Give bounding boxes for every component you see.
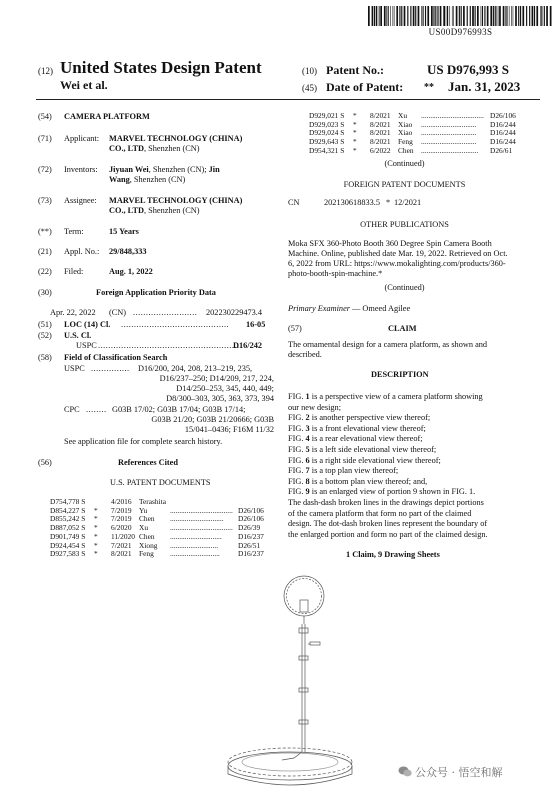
applicant-name: MARVEL TECHNOLOGY (CHINA) xyxy=(109,134,243,143)
description-line: FIG. 6 is a right side elevational view thereof; xyxy=(288,455,441,465)
references-cited-title: References Cited xyxy=(118,458,178,467)
barcode-number: US00D976993S xyxy=(428,27,493,37)
inventor-names: Jiyuan Wei, Shenzhen (CN); Jin xyxy=(109,165,220,174)
description-line: FIG. 4 is a rear elevational view thereof; xyxy=(288,434,423,444)
foreign-priority-title: Foreign Application Priority Data xyxy=(96,288,216,297)
us-patent-docs-title: U.S. PATENT DOCUMENTS xyxy=(110,478,211,487)
foreign-patent-docs-title: FOREIGN PATENT DOCUMENTS xyxy=(343,180,466,189)
claim-text: The ornamental design for a camera platform, as shown and xyxy=(288,340,488,349)
kind-code-12: (12) xyxy=(38,66,53,76)
description-title: DESCRIPTION xyxy=(371,370,429,379)
code-10: (10) xyxy=(302,66,317,76)
design-title: CAMERA PLATFORM xyxy=(64,112,150,121)
loc-class: 16-05 xyxy=(246,320,266,329)
claim-title: CLAIM xyxy=(388,324,417,333)
filed-date: Aug. 1, 2022 xyxy=(109,267,153,276)
code-45: (45) xyxy=(302,83,317,93)
description-line: FIG. 8 is a bottom plan view thereof; and, xyxy=(288,476,428,486)
us-class: D16/242 xyxy=(233,341,263,350)
barcode xyxy=(368,6,553,26)
priority-number: 202230229473.4 xyxy=(206,308,263,317)
description-line: The dash-dash broken lines in the drawings depict portions xyxy=(288,498,484,507)
date-mark: ** xyxy=(424,82,434,93)
term-value: 15 Years xyxy=(109,227,139,236)
description-line: FIG. 3 is a front elevational view thereof; xyxy=(288,423,426,433)
left-column: (54) CAMERA PLATFORM (71) Applicant: MARVEL TECHNOLOGY (CHINA) CO., LTD, Shenzhen (CN) (72) Inventors: Jiyuan Wei, Shenzhen (CN); Jin Wang, Shenzhen (CN) (73) Assignee: MARVEL TECHNOLOGY (CHINA) CO., LTD, Shenzhen (CN) (**) Term: 15 Years (21) Appl. No.: 29/848,333 (22) Filed: Aug. 1, 2022 (30) Foreign Application Priority Data Apr. 22, 2022 (CN) ......................... 202230229473.4 (51) LOC (14) Cl. .......................................... 16-05 (52) U.S. Cl. USPC ....................................................... D16/242 (58) Field of Classification Search USPC ............... D16/200, 204, 208, 213–219, 235, D16/237–250; D14/209, 217, 224, D14/250–253, 345, 440, 449; D8/300–303, 305, 363, 373, 394 CPC ........ G03B 17/02; G03B 17/04; G03B 17/14; G03B 21/20; G03B 21/20666; G03B 15/041–0436; F16M 11/32 See application file for complete search history. (56) References Cited U.S. PATENT DOCUMENTS xyxy=(38,112,274,487)
description-line: FIG. 9 is an enlarged view of portion 9 shown in FIG. 1. xyxy=(288,487,476,497)
assignee-name: MARVEL TECHNOLOGY (CHINA) xyxy=(109,196,243,205)
description-line: our new design; xyxy=(288,402,341,412)
application-number: 29/848,333 xyxy=(109,247,147,256)
wechat-icon xyxy=(398,766,412,777)
continued-us-docs-table: D929,021 S * 8/2021 Xu .................................. D26/106 D929,023 S * 8/2021 Xiao .............................. D16/244 D929,024 S * 8/2021 Xiao .............................. D16/244 D929,643 S * 8/2021 Feng .............................. D16/244 D954,321 S * 6/2022 Chen ............................... D26/61 xyxy=(309,111,516,155)
description-line: FIG. 2 is another perspective view thereof; xyxy=(288,413,431,423)
date-of-patent-label: Date of Patent: xyxy=(326,80,404,94)
us-patent-documents-table: D754,778 S 4/2016 Terashita D854,227 S * 7/2019 Yu .................................. D26/106 D855,242 S * 7/2019 Chen ............................. D26/106 D887,052 S * 6/2020 Xu .................................. D26/39 D901,749 S * 11/2020 Chen ............................ D16/237 D924,454 S * 7/2021 Xiong .......................... D26/51 D927,583 S * 8/2021 Feng ........................... D16/237 xyxy=(50,497,264,559)
camera-platform-drawing xyxy=(224,570,368,792)
description-line: FIG. 5 is a left side elevational view thereof; xyxy=(288,445,437,454)
header-rule xyxy=(36,99,540,100)
primary-examiner: Primary Examiner — Omeed Agilee xyxy=(288,304,411,313)
patent-type-title: United States Design Patent xyxy=(60,58,262,77)
patent-no-label: Patent No.: xyxy=(326,63,384,77)
inventor-header: Wei et al. xyxy=(60,78,108,92)
description-line: the enlarged portion and form no part of the claimed design. xyxy=(288,529,488,539)
patent-number: US D976,993 S xyxy=(427,62,509,77)
patent-date: Jan. 31, 2023 xyxy=(448,79,521,94)
description-line: of the camera platform that form no part of the claimed xyxy=(288,508,472,518)
right-column: (Continued) FOREIGN PATENT DOCUMENTS CN 202130618833.5 * 12/2021 OTHER PUBLICATIONS Moka SFX 360-Photo Booth 360 Degree Spin Camera Booth Machine. Online, published date Mar. 19, 2022. Retrieved on Oct. 6, 2022 from URL: https://www.mokalighting.com/products/360- photo-booth-spin-machine.* (Continued) Primary Examiner — Omeed Agilee (57) CLAIM The ornamental design for a camera platform, as shown and described. DESCRIPTION FIG. 1 is a perspective view of a camera platform showing our new design; FIG. 2 is another perspective view thereof; FIG. 3 is a front elevational view thereof; FIG. 4 is a rear elevational view thereof; FIG. 5 is a left side elevational view thereof; FIG. 6 is a right side elevational view thereof; FIG. 7 is a top plan view thereof; FIG. 8 is a bottom plan view thereof; and, FIG. 9 is an enlarged view of portion 9 shown in FIG. 1. The dash-dash broken lines in the drawings depict portions of the camera platform that form no part of the claimed design. The dot-dash broken lines represent the boundary of the enlarged portion and form no part of the claimed design. 1 Claim, 9 Drawing Sheets xyxy=(288,112,521,562)
claims-summary: 1 Claim, 9 Drawing Sheets xyxy=(346,550,440,559)
wechat-watermark: 公众号 · 悟空和解 xyxy=(398,764,503,780)
description-line: FIG. 1 is a perspective view of a camera platform showing xyxy=(288,392,483,401)
description-line: design. The dot-dash broken lines represent the boundary of xyxy=(288,519,488,529)
other-publications-title: OTHER PUBLICATIONS xyxy=(360,220,449,229)
description-line: FIG. 7 is a top plan view thereof; xyxy=(288,466,399,476)
